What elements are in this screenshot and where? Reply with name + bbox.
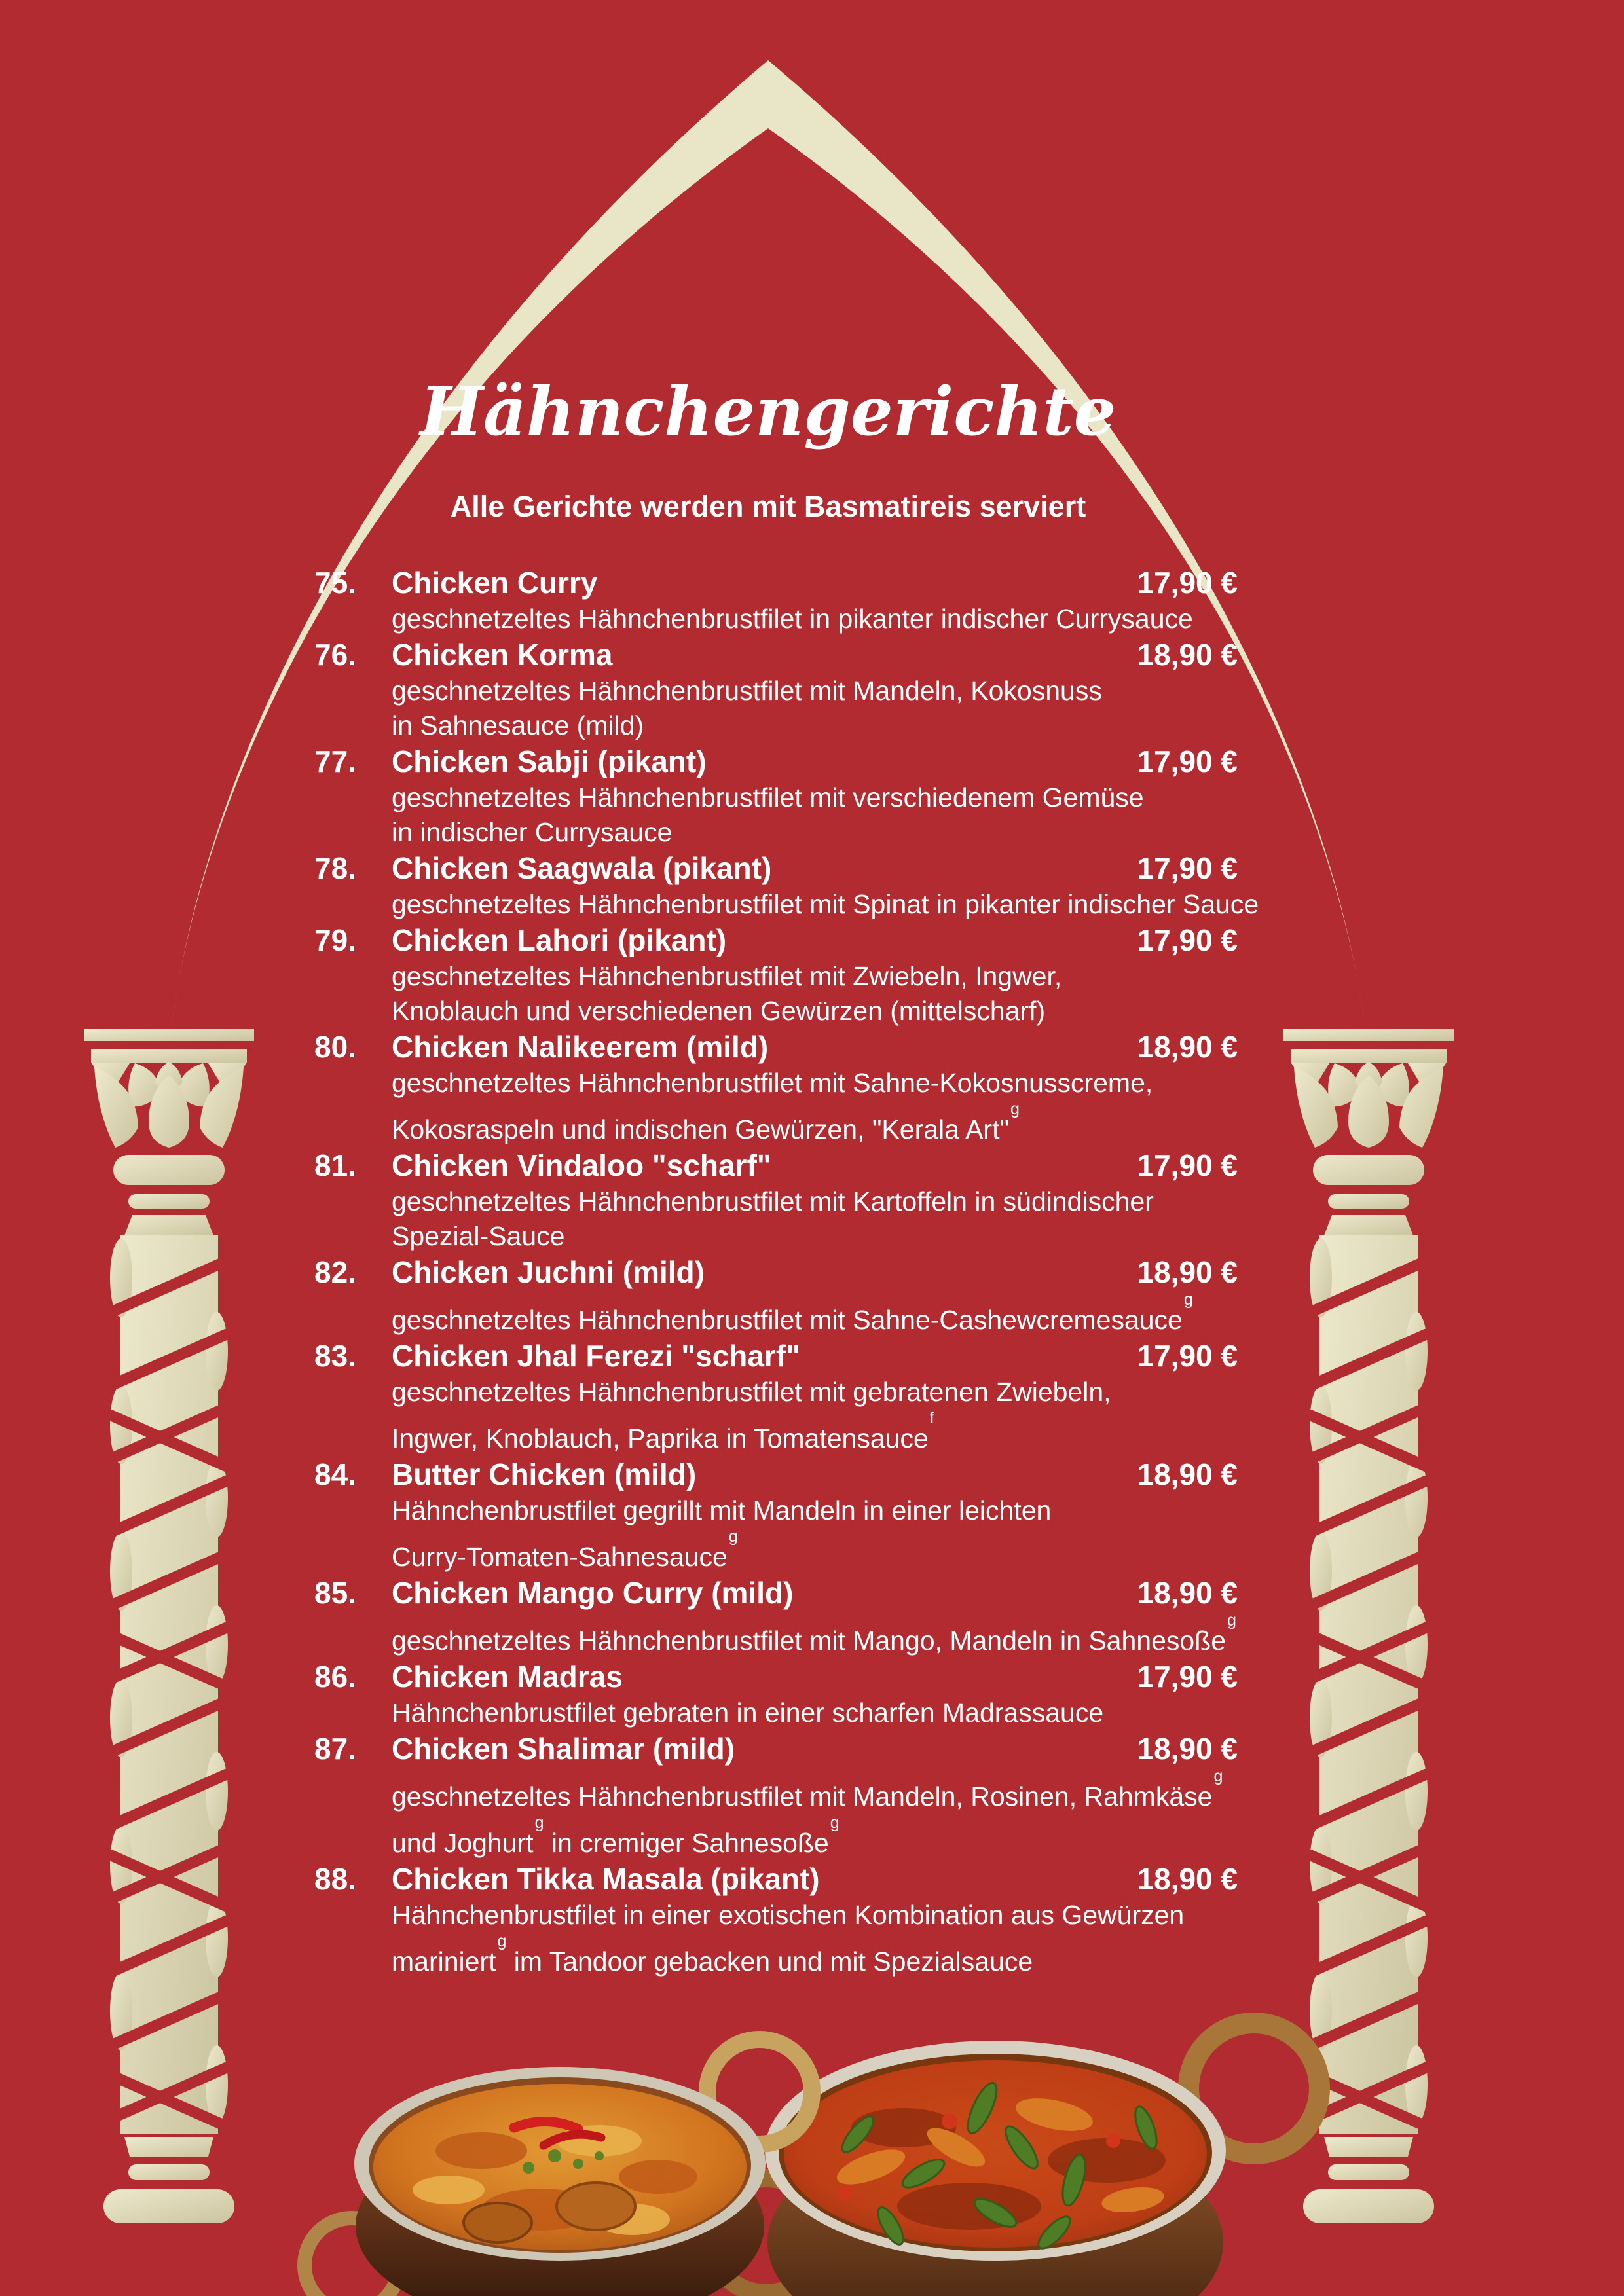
description-text: geschnetzeltes Hähnchenbrustfilet mit Mandeln, Rosinen, Rahmkäse [392, 1781, 1213, 1812]
item-price: 18,90 € [1137, 1862, 1238, 1896]
description-text: in cremiger Sahnesoße [544, 1828, 829, 1858]
item-description-line [392, 1184, 1238, 1219]
description-text: Ingwer, Knoblauch, Paprika in Tomatensauce [392, 1423, 929, 1453]
item-price: 17,90 € [1137, 1660, 1238, 1694]
item-number: 77. [314, 744, 356, 778]
item-description-line [392, 994, 1238, 1029]
allergen-superscript: g [497, 1932, 507, 1951]
menu-item-row [314, 1338, 1238, 1375]
description-text: geschnetzeltes Hähnchenbrustfilet mit gebratenen Zwiebeln, [392, 1377, 1111, 1407]
item-description-line [392, 1527, 1238, 1575]
item-name: Chicken Tikka Masala (pikant) [392, 1862, 820, 1896]
item-name: Chicken Lahori (pikant) [392, 923, 727, 957]
item-name: Chicken Shalimar (mild) [392, 1732, 735, 1766]
item-price: 17,90 € [1137, 851, 1238, 885]
item-description-line [392, 1898, 1238, 1933]
item-number: 86. [314, 1660, 356, 1694]
item-description-line [392, 1066, 1238, 1101]
description-text: Hähnchenbrustfilet gebraten in einer scharfen Madrassauce [392, 1698, 1104, 1728]
menu-item [314, 1575, 1238, 1658]
description-text: in Sahnesauce (mild) [392, 710, 644, 740]
menu-item-row [314, 636, 1238, 674]
allergen-superscript: g [534, 1813, 544, 1832]
item-number: 84. [314, 1457, 356, 1491]
description-text: geschnetzeltes Hähnchenbrustfilet mit verschiedenem Gemüse [392, 782, 1144, 812]
item-number: 75. [314, 566, 356, 600]
menu-item [314, 850, 1259, 922]
item-description-line [392, 1219, 1238, 1254]
item-name: Chicken Korma [392, 638, 613, 672]
menu-item-row [314, 922, 1238, 959]
allergen-superscript: g [1213, 1767, 1223, 1786]
item-name: Chicken Madras [392, 1660, 623, 1694]
item-name: Chicken Mango Curry (mild) [392, 1576, 794, 1610]
description-text: und Joghurt [392, 1828, 534, 1858]
item-price: 17,90 € [1137, 923, 1238, 957]
menu-item [314, 743, 1238, 850]
menu-item [314, 1861, 1238, 1979]
item-name: Chicken Vindaloo "scharf" [392, 1148, 771, 1182]
item-number: 87. [314, 1732, 356, 1766]
item-price: 18,90 € [1137, 638, 1238, 672]
menu-item [314, 636, 1238, 743]
description-text: geschnetzeltes Hähnchenbrustfilet in pikanter indischer Currysauce [392, 604, 1193, 634]
item-description-line [392, 708, 1238, 743]
description-text: geschnetzeltes Hähnchenbrustfilet mit Sahne-Cashewcremesauce [392, 1305, 1183, 1335]
allergen-superscript: g [1227, 1611, 1236, 1630]
description-text: im Tandoor gebacken und mit Spezialsauce [506, 1946, 1033, 1977]
description-text: Hähnchenbrustfilet in einer exotischen Kombination aus Gewürzen [392, 1900, 1185, 1930]
item-description-line [392, 780, 1238, 815]
menu-list [314, 564, 1259, 1979]
menu-item-row [314, 1254, 1238, 1291]
item-description-line [392, 887, 1259, 922]
item-description-line [392, 1409, 1238, 1456]
item-price: 18,90 € [1137, 1576, 1238, 1610]
description-text: geschnetzeltes Hähnchenbrustfilet mit Spinat in pikanter indischer Sauce [392, 889, 1259, 919]
item-name: Chicken Jhal Ferezi "scharf" [392, 1339, 800, 1373]
item-name: Chicken Curry [392, 566, 598, 600]
item-description-line [392, 1375, 1238, 1410]
menu-item [314, 1456, 1238, 1575]
page-subtitle: Alle Gerichte werden mit Basmatireis serviert [450, 490, 1086, 523]
menu-item [314, 922, 1238, 1029]
item-name: Chicken Saagwala (pikant) [392, 851, 772, 885]
description-text: Spezial-Sauce [392, 1221, 565, 1251]
allergen-superscript: g [1183, 1290, 1193, 1309]
item-number: 80. [314, 1030, 356, 1064]
description-text: geschnetzeltes Hähnchenbrustfilet mit Sahne-Kokosnusscreme, [392, 1068, 1153, 1098]
allergen-superscript: g [830, 1813, 840, 1832]
menu-item [314, 564, 1238, 636]
menu-item-row [314, 1147, 1238, 1184]
menu-item-row [314, 1575, 1238, 1612]
menu-item-row [314, 564, 1238, 602]
description-text: geschnetzeltes Hähnchenbrustfilet mit Mandeln, Kokosnuss [392, 676, 1102, 706]
item-description-line [392, 1100, 1238, 1147]
menu-item [314, 1730, 1238, 1861]
item-price: 18,90 € [1137, 1030, 1238, 1064]
item-description-line [392, 674, 1238, 708]
item-description-line [392, 1767, 1238, 1814]
allergen-superscript: g [1010, 1100, 1020, 1119]
page-title: Hähnchengerichte [420, 373, 1116, 451]
item-name: Chicken Juchni (mild) [392, 1255, 705, 1289]
item-number: 83. [314, 1339, 356, 1373]
item-description-line [392, 1290, 1238, 1338]
item-price: 18,90 € [1137, 1255, 1238, 1289]
item-price: 17,90 € [1137, 566, 1238, 600]
menu-item [314, 1147, 1238, 1254]
description-text: geschnetzeltes Hähnchenbrustfilet mit Kartoffeln in südindischer [392, 1186, 1154, 1216]
item-number: 85. [314, 1576, 356, 1610]
item-number: 82. [314, 1255, 356, 1289]
allergen-superscript: f [929, 1409, 934, 1428]
menu-item-row [314, 1456, 1238, 1493]
menu-item [314, 1254, 1238, 1338]
food-photos [262, 1990, 1375, 2296]
description-text: geschnetzeltes Hähnchenbrustfilet mit Mango, Mandeln in Sahnesoße [392, 1626, 1227, 1656]
item-price: 18,90 € [1137, 1732, 1238, 1766]
item-description-line [392, 1611, 1238, 1658]
menu-item [314, 1029, 1238, 1147]
item-description-line [392, 602, 1238, 636]
menu-item [314, 1658, 1238, 1730]
menu-item-row [314, 1730, 1238, 1768]
item-price: 18,90 € [1137, 1457, 1238, 1491]
item-description-line [392, 959, 1238, 994]
description-text: in indischer Currysauce [392, 817, 673, 847]
item-description-line [392, 1813, 1238, 1861]
item-name: Chicken Sabji (pikant) [392, 744, 707, 778]
item-number: 88. [314, 1862, 356, 1896]
item-number: 78. [314, 851, 356, 885]
item-price: 17,90 € [1137, 744, 1238, 778]
description-text: geschnetzeltes Hähnchenbrustfilet mit Zwiebeln, Ingwer, [392, 961, 1062, 991]
item-number: 81. [314, 1148, 356, 1182]
chicken-curry-bowl-photo [304, 2039, 812, 2296]
description-text: mariniert [392, 1946, 496, 1977]
allergen-superscript: g [728, 1527, 738, 1546]
menu-item-row [314, 850, 1238, 887]
menu-item-row [314, 1861, 1238, 1898]
menu-item [314, 1338, 1238, 1456]
item-name: Butter Chicken (mild) [392, 1457, 697, 1491]
description-text: Knoblauch und verschiedenen Gewürzen (mittelscharf) [392, 996, 1046, 1026]
item-description-line [392, 1493, 1238, 1528]
menu-item-row [314, 1029, 1238, 1066]
description-text: Curry-Tomaten-Sahnesauce [392, 1542, 728, 1572]
item-description-line [392, 815, 1238, 850]
item-price: 17,90 € [1137, 1339, 1238, 1373]
menu-item-row [314, 1658, 1238, 1696]
menu-item-row [314, 743, 1238, 780]
column-ornament-left [84, 1029, 254, 2223]
item-price: 17,90 € [1137, 1148, 1238, 1182]
item-description-line [392, 1696, 1238, 1730]
item-name: Chicken Nalikeerem (mild) [392, 1030, 769, 1064]
item-number: 79. [314, 923, 356, 957]
description-text: Hähnchenbrustfilet gegrillt mit Mandeln in einer leichten [392, 1495, 1052, 1525]
item-number: 76. [314, 638, 356, 672]
item-description-line [392, 1932, 1238, 1979]
description-text: Kokosraspeln und indischen Gewürzen, "Kerala Art" [392, 1114, 1010, 1144]
